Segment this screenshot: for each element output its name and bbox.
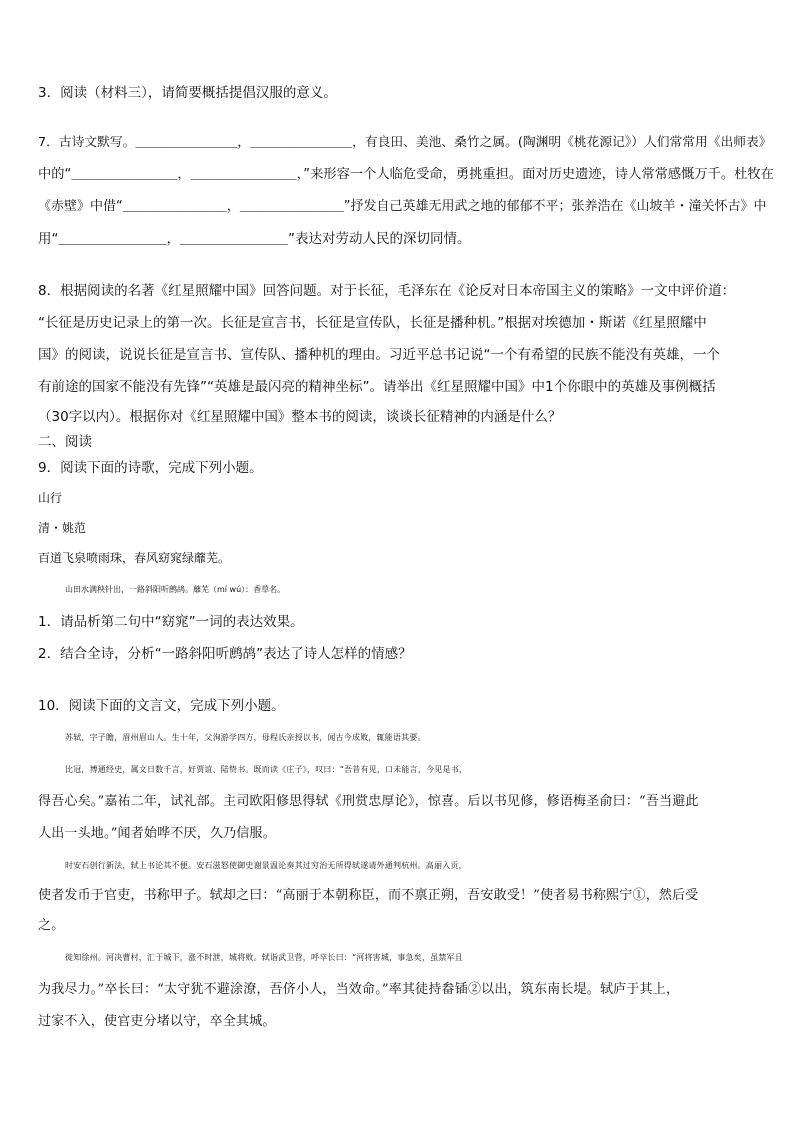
poem-title: 山行 [38,491,63,505]
poem-line-2: 山田水满秧针出，一路斜阳听鹧鸪。蘼芜（mí wú）：香草名。 [65,585,286,594]
question-8-line-2: “长征是历史记录上的第一次。长征是宣言书，长征是宣传队，长征是播种机。”根据对埃德加・斯诺《红星照耀中 [38,315,707,331]
poem-author: 清・姚范 [38,521,87,535]
classical-paragraph-3-line-3: 之。 [38,918,65,933]
question-7-line-4: 用“＿＿＿＿＿＿＿＿，＿＿＿＿＿＿＿＿”表达对劳动人民的深切同情。 [38,231,471,247]
question-9-intro: 9．阅读下面的诗歌，完成下列小题。 [38,460,263,476]
classical-paragraph-3-line-1: 时安石创行新法，轼上书论其不便。安石滋怒使御史谢景温论奏其过穷治无所得轼遂请外通判杭州。高丽入贡， [65,861,467,870]
section-heading: 二、阅读 [38,434,92,450]
classical-paragraph-4-line-1: 徙知徐州。河决曹村，汇于城下，涨不时泄，城将败。轼诣武卫营，呼卒长曰：“河将害城，事急矣，虽禁军且 [65,953,463,962]
classical-paragraph-3-line-2: 使者发币于官吏，书称甲子。轼却之曰：“高丽于本朝称臣，而不禀正朔，吾安敢受！”使者易书称熙宁①，然后受 [38,888,699,903]
question-8-line-3: 国》的阅读，说说长征是宣言书、宣传队、播种机的理由。习近平总书记说“一个有希望的民族不能没有英雄，一个 [38,347,720,363]
question-8-line-5: （30字以内）。根据你对《红星照耀中国》整本书的阅读，谈谈长征精神的内涵是什么？ [38,409,562,425]
question-7-line-3: 《赤壁》中借“＿＿＿＿＿＿＿＿，＿＿＿＿＿＿＿＿”抒发自己英雄无用武之地的郁郁不平；张养浩在《山坡羊・潼关怀古》中 [38,199,767,214]
question-3: 3．阅读（材料三），请简要概括提倡汉服的意义。 [38,85,337,101]
classical-paragraph-1: 苏轼，字子瞻，眉州眉山人。生十年，父洵游学四方，母程氏亲授以书，闻古今成败，辄能语其要。 [65,733,426,742]
question-9-sub-1: 1．请品析第二句中“窈窕”一词的表达效果。 [38,614,304,630]
question-9-sub-2: 2．结合全诗，分析“一路斜阳听鹧鸪”表达了诗人怎样的情感？ [38,646,412,662]
question-8-line-4: 有前途的国家不能没有先锋”“英雄是最闪亮的精神坐标”。请举出《红星照耀中国》中1个你眼中的英雄及事例概括 [38,379,716,395]
classical-paragraph-2-line-2: 得吾心矣。”嘉祐二年，试礼部。主司欧阳修思得轼《刑赏忠厚论》，惊喜。后以书见修，修语梅圣俞曰：“吾当避此 [38,794,699,809]
question-8-line-1: 8．根据阅读的名著《红星照耀中国》回答问题。对于长征，毛泽东在《论反对日本帝国主义的策略》一文中评价道： [38,283,736,299]
classical-paragraph-4-line-3: 过家不入，使官吏分堵以守，卒全其城。 [38,1014,276,1029]
poem-line-1: 百道飞泉喷雨珠，春风窈窕绿蘼芜。 [38,551,231,565]
classical-paragraph-2-line-3: 人出一头地。”闻者始哗不厌，久乃信服。 [38,826,276,841]
question-7-line-2: 中的“＿＿＿＿＿＿＿＿，＿＿＿＿＿＿＿＿，”来形容一个人临危受命，勇挑重担。面对历史遗迹，诗人常常感慨万千。杜牧在 [38,167,774,182]
classical-paragraph-4-line-2: 为我尽力。”卒长曰：“太守犹不避涂潦，吾侪小人，当效命。”率其徒持畚锸②以出，筑东南长堤。轼庐于其上， [38,982,680,997]
question-10-intro: 10．阅读下面的文言文，完成下列小题。 [38,698,285,714]
classical-paragraph-2-line-1: 比冠，博通经史，属文日数千言，好贾谊、陆贽书。既而读《庄子》，叹曰：“吾昔有见，口未能言，今见是书， [65,765,468,774]
question-7-line-1: 7．古诗文默写。＿＿＿＿＿＿＿＿，＿＿＿＿＿＿＿＿，有良田、美池、桑竹之属。(陶渊明《桃花源记》）人们常常用《出师表》 [38,135,772,150]
